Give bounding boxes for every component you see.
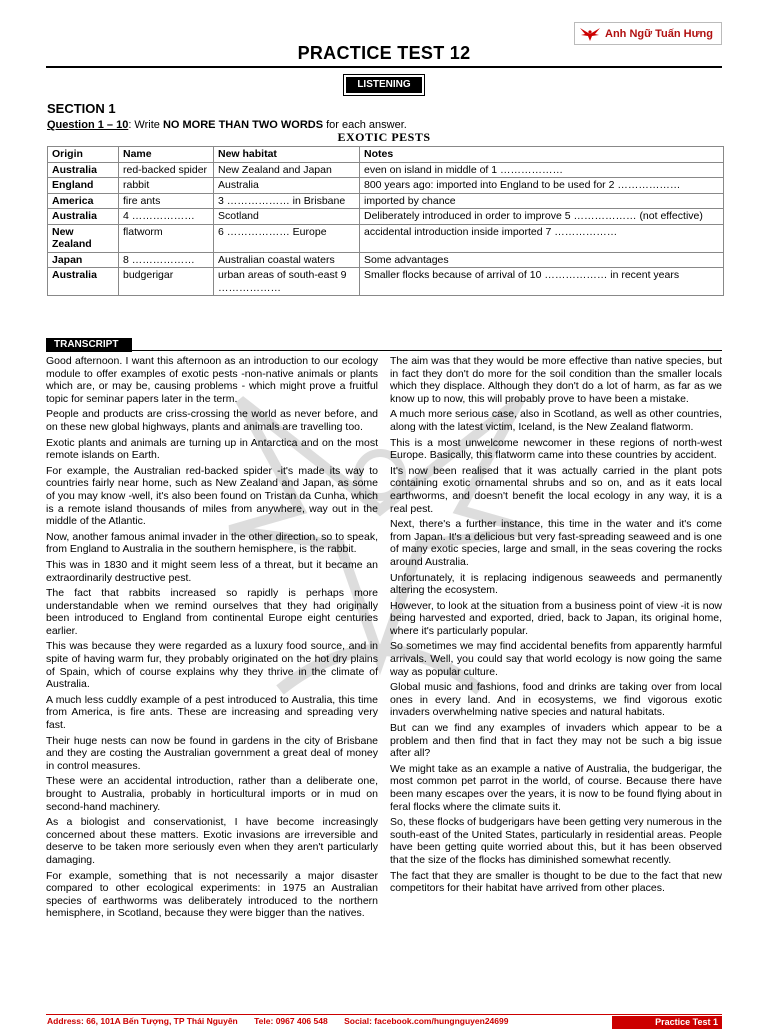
table-row xyxy=(48,162,724,178)
table-row xyxy=(48,178,724,194)
transcript-paragraph: As a biologist and conservationist, I have become increasingly concerned about these matters. Exotic invasions are irreversible and deserve to be taken more seriously even when they aren't particularly damaging. xyxy=(46,816,378,866)
transcript-paragraph: This was because they were regarded as a luxury food source, and in spite of having warm fur, they probably originated on the hot dry plains of Spain, which of course explains why they thrive in the climate of Australia. xyxy=(46,640,378,691)
transcript-right-column xyxy=(390,355,722,898)
transcript-paragraph: Their huge nests can now be found in gardens in the city of Brisbane and they are costing the Australian government a great deal of money in control measures. xyxy=(46,734,378,772)
transcript-paragraph: For example, something that is not necessarily a major disaster compared to other ecological experiments: in 1975 an Australian species of earthworms was deliberately introduced to the northern hemisphere, in Scotland, because they were bigger than the natives. xyxy=(46,869,378,920)
transcript-paragraph: But can we find any examples of invaders which appear to be a problem and then find that in fact they may not be such a big issue after all? xyxy=(390,722,722,760)
cell-origin: America xyxy=(48,193,119,209)
cell-habitat: 3 ……………… in Brisbane xyxy=(214,193,360,209)
table-row xyxy=(48,209,724,225)
transcript-paragraph: Good afternoon. I want this afternoon as an introduction to our ecology module to offer examples of exotic pests -non-native animals or plants which are, or may be, causing problems - which might prove a fruitful topic for seminar papers later in the term. xyxy=(46,355,378,405)
cell-name: 8 ……………… xyxy=(119,252,214,268)
transcript-paragraph: Unfortunately, it is replacing indigenous seaweeds and permanently altering the ecosystem. xyxy=(390,571,722,597)
cell-habitat: urban areas of south-east 9 ……………… xyxy=(214,268,360,296)
footer-phone: Tele: 0967 406 548 xyxy=(254,1016,328,1026)
transcript-paragraph: Global music and fashions, food and drinks are taking over from local ones in every land. And in ecosystems, we find vigorous exotic invaders overwhelming native species and natural habitats. xyxy=(390,681,722,719)
cell-notes: Some advantages xyxy=(360,252,724,268)
footer-social: Social: facebook.com/hungnguyen24699 xyxy=(344,1016,509,1026)
header-origin: Origin xyxy=(48,147,119,163)
cell-origin: Australia xyxy=(48,209,119,225)
header-name: Name xyxy=(119,147,214,163)
instruction-suffix: for each answer. xyxy=(323,119,407,131)
cell-habitat: 6 ……………… Europe xyxy=(214,224,360,252)
footer xyxy=(47,1016,522,1026)
cell-habitat: Australian coastal waters xyxy=(214,252,360,268)
transcript-paragraph: For example, the Australian red-backed spider -it's made its way to countries fairly near home, such as New Zealand and Japan, as some of you may know -well, it's also been found on Tristan da Cunha, which is a remote island thousands of miles from anywhere, way out in the middle of the Atlantic. xyxy=(46,464,378,528)
cell-name: fire ants xyxy=(119,193,214,209)
cell-notes: Deliberately introduced in order to improve 5 ……………… (not effective) xyxy=(360,209,724,225)
listening-badge: LISTENING xyxy=(346,77,422,93)
cell-notes: imported by chance xyxy=(360,193,724,209)
cell-name: rabbit xyxy=(119,178,214,194)
page-title: PRACTICE TEST 12 xyxy=(297,43,471,63)
transcript-paragraph: The aim was that they would be more effective than native species, but in fact they don't do more for the soil condition than the smaller locals which they displace. Although they don't do a lot of harm, as far as we know up to now, this will probably prove to have been a mistake. xyxy=(390,355,722,405)
transcript-left-column xyxy=(46,355,378,923)
table-row xyxy=(48,193,724,209)
transcript-paragraph: People and products are criss-crossing the world as never before, and on these new global highways, plants and animals are travelling too. xyxy=(46,408,378,433)
logo-text: Anh Ngữ Tuấn Hưng xyxy=(605,27,713,40)
cell-origin: Australia xyxy=(48,268,119,296)
footer-divider xyxy=(46,1014,722,1015)
cell-habitat: Scotland xyxy=(214,209,360,225)
cell-name: red-backed spider xyxy=(119,162,214,178)
title-divider xyxy=(46,66,722,68)
notes-table xyxy=(47,146,724,296)
footer-page-tag: Practice Test 1 xyxy=(612,1016,722,1029)
cell-habitat: Australia xyxy=(214,178,360,194)
question-range: Question 1 – 10 xyxy=(47,119,129,131)
transcript-paragraph: A much less cuddly example of a pest introduced to Australia, this time from America, is fire ants. These are increasing and spreading very fast. xyxy=(46,693,378,732)
section-title: SECTION 1 xyxy=(47,101,116,116)
cell-origin: Japan xyxy=(48,252,119,268)
cell-notes: even on island in middle of 1 ……………… xyxy=(360,162,724,178)
transcript-paragraph: These were an accidental introduction, rather than a deliberate one, brought to Australia, probably in horticultural imports or in mud on second-hand machinery. xyxy=(46,775,378,813)
cell-notes: 800 years ago: imported into England to be used for 2 ……………… xyxy=(360,178,724,194)
cell-origin: Australia xyxy=(48,162,119,178)
transcript-badge: TRANSCRIPT xyxy=(46,338,132,352)
instruction-prefix: : Write xyxy=(128,119,163,131)
transcript-paragraph: Now, another famous animal invader in the other direction, so to speak, from England to Australia in the southern hemisphere, is the rabbit. xyxy=(46,530,378,556)
transcript-divider xyxy=(46,350,722,351)
cell-notes: Smaller flocks because of arrival of 10 ……………… in recent years xyxy=(360,268,724,296)
cell-name: budgerigar xyxy=(119,268,214,296)
eagle-logo-icon xyxy=(579,26,601,42)
table-row xyxy=(48,224,724,252)
cell-origin: England xyxy=(48,178,119,194)
transcript-paragraph: This was in 1830 and it might seem less of a threat, but it became an extraordinarily destructive pest. xyxy=(46,558,378,584)
header-notes: Notes xyxy=(360,147,724,163)
table-title: EXOTIC PESTS xyxy=(337,130,431,144)
footer-address: Address: 66, 101A Bến Tượng, TP Thái Nguyên xyxy=(47,1016,238,1026)
table-row xyxy=(48,268,724,296)
cell-name: flatworm xyxy=(119,224,214,252)
transcript-paragraph: So sometimes we may find accidental benefits from apparently harmful arrivals. Well, you could say that world ecology is now going the same way as popular culture. xyxy=(390,640,722,678)
instruction-bold: NO MORE THAN TWO WORDS xyxy=(162,119,324,131)
cell-name: 4 ……………… xyxy=(119,209,214,225)
transcript-paragraph: However, to look at the situation from a business point of view -it is now being harvested and exported, dried, back to Japan, its original home, where it's particularly popular. xyxy=(390,599,722,637)
transcript-paragraph: A much more serious case, also in Scotland, as well as other countries, along with the latest victim, Iceland, is the New Zealand flatworm. xyxy=(390,408,722,433)
transcript-paragraph: So, these flocks of budgerigars have been getting very numerous in the south-east of the United States, particularly in residential areas. People have been getting quite worried about this, but it has been observed that the size of the flocks has diminished somewhat recently. xyxy=(390,816,722,866)
transcript-paragraph: Exotic plants and animals are turning up in Antarctica and on the most remote islands on Earth. xyxy=(46,436,378,462)
header-habitat: New habitat xyxy=(214,147,360,163)
transcript-paragraph: The fact that they are smaller is thought to be due to the fact that new competitors for their habitat have arrived from other places. xyxy=(390,869,722,895)
cell-origin: New Zealand xyxy=(48,224,119,252)
cell-notes: accidental introduction inside imported 7 ……………… xyxy=(360,224,724,252)
cell-habitat: New Zealand and Japan xyxy=(214,162,360,178)
transcript-paragraph: Next, there's a further instance, this time in the water and it's come from Japan. It's a delicious but very fast-spreading seaweed and is one of many exotic species, large and small, in the seas covering the rocks around Australia. xyxy=(390,518,722,568)
transcript-paragraph: It's now been realised that it was actually carried in the plant pots containing exotic ornamental shrubs and so on, and as it eats local earthworms, and doesn't benefit the local ecology in any way, it is a real pest. xyxy=(390,464,722,515)
table-row xyxy=(48,252,724,268)
transcript-paragraph: We might take as an example a native of Australia, the budgerigar, the most common pet parrot in the world, of course. Because there have been many escapes over the years, it is now to be found flying about in feral flocks where the climate suits it. xyxy=(390,762,722,813)
transcript-paragraph: This is a most unwelcome newcomer in these regions of north-west Europe. Basically, this flatworm came into these countries by accident. xyxy=(390,436,722,462)
transcript-paragraph: The fact that rabbits increased so rapidly is perhaps more understandable when we remind ourselves that they had originally been introduced to England from continental Europe eight centuries earlier. xyxy=(46,587,378,637)
table-header-row xyxy=(48,147,724,163)
brand-logo xyxy=(574,22,722,45)
